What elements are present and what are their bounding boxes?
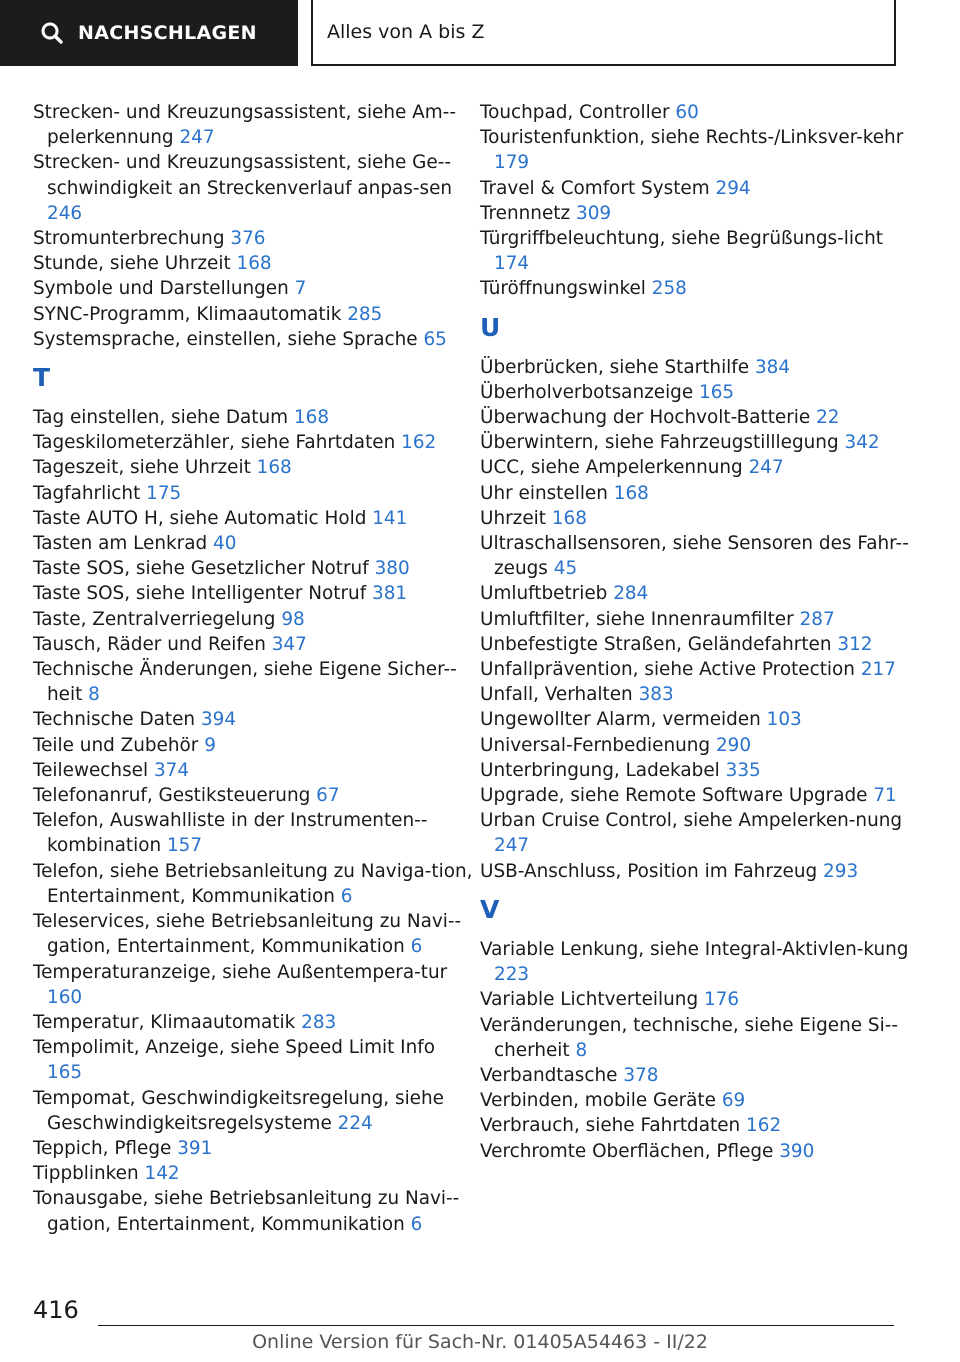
index-entry-text: Touchpad, Controller (480, 102, 670, 123)
index-column-right (480, 100, 910, 1164)
index-entry (33, 327, 473, 352)
page-link[interactable]: 65 (423, 328, 447, 350)
page-link[interactable]: 71 (873, 785, 897, 807)
index-entry-text: Uhrzeit (480, 507, 546, 529)
page-link[interactable]: 390 (779, 1140, 815, 1162)
index-entry (33, 302, 473, 327)
index-entry-text: Überwachung der Hochvolt-Batterie (480, 407, 811, 429)
footer-divider (98, 1325, 894, 1326)
section-tab[interactable] (0, 0, 298, 66)
index-entry-text: UCC, siehe Ampelerkennung (480, 457, 743, 479)
index-entry (33, 909, 473, 959)
index-entry (480, 506, 910, 531)
index-entry (480, 430, 910, 455)
index-entry (33, 531, 473, 556)
index-entry (33, 405, 473, 430)
search-icon (40, 21, 64, 45)
index-entry (480, 276, 910, 301)
index-entry (480, 1139, 910, 1164)
index-entry (33, 632, 473, 657)
index-entry-text: Umluftbetrieb (480, 583, 608, 605)
page-link[interactable]: 165 (699, 381, 735, 403)
index-entry-text: Variable Lenkung, siehe Integral-Aktivlen-kung (480, 938, 909, 960)
index-entry-text: Tempolimit, Anzeige, siehe Speed Limit Info (33, 1037, 435, 1059)
index-entry-text: Systemsprache, einstellen, siehe Sprache (33, 328, 418, 350)
page-link[interactable]: 8 (575, 1039, 588, 1061)
index-entry-text: Unbefestigte Straßen, Geländefahrten (480, 633, 832, 655)
index-entry-text: Verbrauch, siehe Fahrtdaten (480, 1115, 741, 1137)
index-entry (480, 201, 910, 226)
index-entry-text: Überwintern, siehe Fahrzeugstilllegung (480, 432, 839, 454)
index-entry (480, 783, 910, 808)
index-entry (480, 405, 910, 430)
index-entry (33, 556, 473, 581)
index-entry (33, 707, 473, 732)
index-entry-text: Verbinden, mobile Geräte (480, 1090, 716, 1112)
page-link[interactable]: 378 (623, 1064, 659, 1086)
page-link[interactable]: 374 (153, 759, 190, 781)
page-link[interactable]: 347 (271, 633, 307, 655)
index-entry (33, 581, 473, 606)
page-link[interactable]: 60 (675, 102, 699, 123)
page-link[interactable]: 141 (372, 507, 408, 529)
index-entry (480, 707, 910, 732)
index-entry-text: Überholverbotsanzeige (480, 381, 694, 403)
page-link[interactable]: 293 (823, 860, 859, 882)
index-entry (33, 430, 473, 455)
section-title: NACHSCHLAGEN (78, 22, 257, 44)
page-link[interactable]: 176 (704, 989, 740, 1011)
index-entry (480, 859, 910, 884)
index-entry-text: Teleservices, siehe Betriebsanleitung zu Navi-gation, Entertainment, Kommunikation (33, 911, 462, 958)
index-entry (33, 455, 473, 480)
index-entry-text: Tasten am Lenkrad (33, 533, 208, 555)
page-link[interactable]: 246 (47, 202, 83, 224)
index-entry (33, 657, 473, 707)
index-entry-text: Tonausgabe, siehe Betriebsanleitung zu Navi-gation, Entertainment, Kommunikation (33, 1188, 460, 1235)
page-link[interactable]: 165 (47, 1062, 83, 1084)
page-link[interactable]: 391 (177, 1137, 213, 1159)
index-entry-text: Urban Cruise Control, siehe Ampelerken-nung (480, 810, 903, 832)
index-entry (480, 100, 910, 125)
index-entry-text: Taste SOS, siehe Gesetzlicher Notruf (33, 558, 369, 580)
page-link[interactable]: 247 (179, 127, 215, 149)
index-entry (33, 1010, 473, 1035)
index-entry-text: Telefon, Auswahlliste in der Instrumenten-kombination (33, 810, 428, 857)
index-entry (480, 380, 910, 405)
page-link[interactable]: 247 (748, 457, 784, 479)
index-entry-text: Verbandtasche (480, 1064, 618, 1086)
index-entry (480, 937, 910, 987)
index-entry-text: Unfall, Verhalten (480, 684, 633, 706)
index-entry-text: Tempomat, Geschwindigkeitsregelung, siehe Geschwindigkeitsregelsysteme (33, 1087, 444, 1134)
page-link[interactable]: 6 (340, 885, 353, 907)
index-entry (33, 251, 473, 276)
page-link[interactable]: 294 (715, 177, 751, 199)
page-link[interactable]: 103 (766, 709, 802, 731)
index-entry-text: Trennnetz (480, 202, 571, 224)
index-entry (480, 531, 910, 581)
page-link[interactable]: 381 (372, 583, 408, 605)
index-entry (33, 960, 473, 1010)
page-link[interactable]: 179 (494, 152, 530, 174)
index-entry-text: Taste SOS, siehe Intelligenter Notruf (33, 583, 367, 605)
index-letter-heading: V (480, 894, 500, 924)
index-entry-text: Temperaturanzeige, siehe Außentempera-tur (33, 961, 448, 983)
page-link[interactable]: 168 (551, 507, 587, 529)
page-link[interactable]: 8 (88, 684, 100, 706)
index-entry-text: Teile und Zubehör (33, 734, 199, 756)
page-link[interactable]: 287 (799, 608, 835, 630)
index-entry-text: Upgrade, siehe Remote Software Upgrade (480, 785, 868, 807)
index-letter-heading: U (480, 312, 501, 342)
page-link[interactable]: 67 (316, 785, 340, 807)
page-link[interactable]: 380 (374, 558, 410, 580)
page-link[interactable]: 223 (494, 964, 530, 986)
index-entry (33, 607, 473, 632)
index-entry (33, 1086, 473, 1136)
page-link[interactable]: 168 (256, 457, 292, 479)
subsection-title: Alles von A bis Z (327, 21, 485, 43)
index-entry (480, 1113, 910, 1138)
index-entry-text: Universal-Fernbedienung (480, 734, 711, 756)
index-entry (33, 1136, 473, 1161)
index-entry (480, 632, 910, 657)
index-entry-text: Tausch, Räder und Reifen (33, 633, 266, 655)
index-entry (33, 1186, 473, 1236)
page-link[interactable]: 98 (281, 608, 305, 630)
page-link[interactable]: 157 (166, 835, 203, 857)
page-link[interactable]: 312 (837, 633, 873, 655)
index-entry (480, 455, 910, 480)
page-link[interactable]: 168 (236, 253, 272, 275)
page-link[interactable]: 142 (144, 1163, 180, 1185)
index-entry (33, 481, 473, 506)
index-entry-text: Türgriffbeleuchtung, siehe Begrüßungs-licht (480, 228, 883, 250)
index-entry-text: Stunde, siehe Uhrzeit (33, 253, 231, 275)
index-entry-text: Veränderungen, technische, siehe Eigene Si-cherheit (480, 1014, 898, 1061)
index-entry (33, 1035, 473, 1085)
page-link[interactable]: 285 (347, 303, 383, 325)
page-link[interactable]: 7 (294, 278, 307, 300)
page-header (0, 0, 960, 66)
index-entry (33, 733, 473, 758)
index-entry (480, 581, 910, 606)
page-link[interactable]: 217 (860, 659, 896, 681)
page-link[interactable]: 290 (715, 734, 752, 756)
index-entry (480, 226, 910, 276)
page-link[interactable]: 168 (613, 482, 649, 504)
page-link[interactable]: 283 (301, 1011, 337, 1033)
index-entry-text: Ultraschallsensoren, siehe Sensoren des Fahr-zeugs (480, 533, 909, 580)
page-link[interactable]: 22 (816, 407, 840, 429)
page-link[interactable]: 40 (213, 533, 237, 555)
index-entry-text: Ungewollter Alarm, vermeiden (480, 709, 761, 731)
index-column-left (33, 100, 473, 1237)
index-entry (33, 758, 473, 783)
index-entry-text: Taste AUTO H, siehe Automatic Hold (33, 507, 367, 529)
page-link[interactable]: 162 (746, 1115, 782, 1137)
index-entry (33, 783, 473, 808)
page-link[interactable]: 342 (844, 432, 880, 454)
index-entry-text: Teilewechsel (33, 759, 149, 781)
page-link[interactable]: 45 (553, 558, 578, 580)
index-entry-text: Überbrücken, siehe Starthilfe (480, 356, 750, 378)
index-entry-text: Tag einstellen, siehe Datum (33, 407, 289, 429)
page-link[interactable]: 224 (337, 1112, 373, 1134)
index-entry (480, 176, 910, 201)
index-entry-text: Touristenfunktion, siehe Rechts-/Linksver-kehr (480, 127, 904, 149)
index-entry-text: Tippblinken (33, 1163, 139, 1185)
page-link[interactable]: 174 (494, 253, 530, 275)
index-entry-text: Umluftfilter, siehe Innenraumfilter (480, 608, 794, 630)
page-link[interactable]: 162 (401, 432, 437, 454)
index-entry (33, 506, 473, 531)
index-entry-text: Tageszeit, siehe Uhrzeit (33, 457, 251, 479)
index-entry-text: Unterbringung, Ladekabel (480, 759, 720, 781)
index-entry-text: Teppich, Pflege (33, 1137, 172, 1159)
index-entry (480, 1088, 910, 1113)
index-entry-text: Travel & Comfort System (480, 177, 710, 199)
page-link[interactable]: 335 (725, 759, 761, 781)
index-entry (480, 682, 910, 707)
index-entry (480, 1063, 910, 1088)
page-link[interactable]: 175 (146, 482, 182, 504)
index-entry-text: Technische Daten (33, 709, 196, 731)
index-entry-text: Technische Änderungen, siehe Eigene Sicher-heit (33, 659, 457, 706)
subsection-tab[interactable] (311, 0, 896, 66)
index-letter-heading: T (33, 363, 51, 393)
index-entry (480, 355, 910, 380)
index-entry (33, 100, 473, 150)
index-entry (480, 1013, 910, 1063)
page-number: 416 (33, 1296, 79, 1324)
index-entry (33, 859, 473, 909)
page-link[interactable]: 376 (230, 228, 266, 250)
index-entry (480, 607, 910, 632)
index-entry-text: Symbole und Darstellungen (33, 278, 289, 300)
index-entry (480, 125, 910, 175)
page-link[interactable]: 160 (47, 986, 83, 1008)
footer-version: Online Version für Sach-Nr. 01405A54463 - II/22 (252, 1331, 708, 1353)
page-link[interactable]: 69 (721, 1090, 746, 1112)
page-link[interactable]: 383 (638, 684, 674, 706)
index-entry-text: Türöffnungswinkel (480, 278, 646, 300)
index-entry (33, 226, 473, 251)
page-link[interactable]: 384 (754, 356, 791, 378)
index-entry (480, 657, 910, 682)
index-entry-text: Uhr einstellen (480, 482, 608, 504)
page-link[interactable]: 6 (410, 1213, 423, 1235)
index-entry-text: Telefonanruf, Gestiksteuerung (33, 785, 311, 807)
index-entry-text: Tagfahrlicht (33, 482, 141, 504)
index-entry (480, 733, 910, 758)
index-entry-text: Temperatur, Klimaautomatik (33, 1011, 296, 1033)
index-entry (480, 481, 910, 506)
page-link[interactable]: 168 (293, 407, 330, 429)
index-entry (33, 808, 473, 858)
index-entry-text: Stromunterbrechung (33, 228, 225, 250)
index-entry-text: Telefon, siehe Betriebsanleitung zu Naviga-tion, Entertainment, Kommunikation (33, 860, 473, 907)
index-entry-text: USB-Anschluss, Position im Fahrzeug (480, 860, 818, 882)
index-entry-text: Taste, Zentralverriegelung (33, 608, 276, 630)
index-entry-text: Variable Lichtverteilung (480, 989, 699, 1011)
page-link[interactable]: 394 (200, 709, 237, 731)
index-entry-text: Tageskilometerzähler, siehe Fahrtdaten (33, 432, 396, 454)
index-entry (33, 276, 473, 301)
page-link[interactable]: 9 (204, 734, 216, 756)
index-entry-text: Strecken- und Kreuzungsassistent, siehe Ge-schwindigkeit an Streckenverlauf anpas-sen (33, 152, 453, 199)
page-link[interactable]: 258 (651, 278, 687, 300)
index-entry-text: SYNC-Programm, Klimaautomatik (33, 303, 342, 325)
page-link[interactable]: 284 (613, 583, 649, 605)
page-link[interactable]: 247 (494, 835, 530, 857)
index-entry-text: Strecken- und Kreuzungsassistent, siehe Am-pelerkennung (33, 102, 456, 149)
index-entry-text: Unfallprävention, siehe Active Protection (480, 659, 855, 681)
page-link[interactable]: 309 (576, 202, 612, 224)
index-entry (480, 987, 910, 1012)
index-entry (33, 1161, 473, 1186)
page-link[interactable]: 6 (410, 936, 423, 958)
index-entry (33, 150, 473, 226)
index-entry (480, 758, 910, 783)
index-entry-text: Verchromte Oberflächen, Pflege (480, 1140, 774, 1162)
index-entry (480, 808, 910, 858)
